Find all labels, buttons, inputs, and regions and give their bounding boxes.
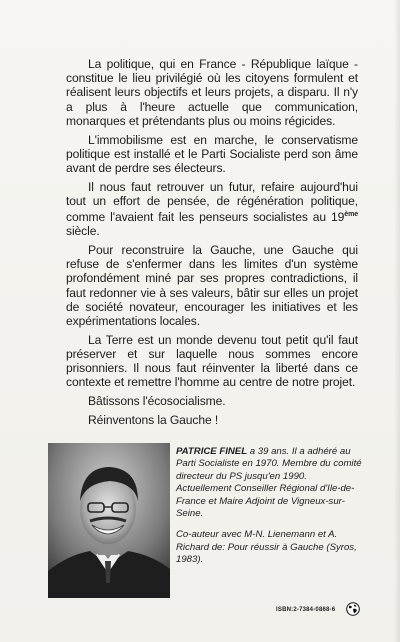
paragraph-futur [66, 180, 358, 239]
isbn-number: ISBN:2-7384-0868-6 [276, 607, 336, 613]
paragraph-immobilisme: L'immobilisme est en marche, le conservatisme politique est installé et le Parti Socialiste perd son âme avant de perdre ses électeurs. [66, 132, 358, 175]
futur-text: Il nous faut retrouver un futur, refaire aujourd'hui tout un effort de pensée, de régénération politique, comme l'avaient fait les penseurs socialistes au 19 [66, 179, 358, 225]
paragraph-ecosocialisme: Bâtissons l'écosocialisme. [88, 393, 226, 408]
bio-paragraph [176, 446, 362, 520]
author-name: PATRICE FINEL [176, 446, 248, 457]
author-photo [48, 443, 170, 598]
coauthor-paragraph: Co-auteur avec M-N. Lienemann et A. Richard de: Pour réussir à Gauche (Syros, 1983). [176, 529, 357, 566]
futur-superscript: ème [344, 211, 358, 219]
paragraph-politique: La politique, qui en France - République laïque - constitue le lieu privilégié où les citoyens formulent et réalisent leurs objectifs et leurs projets, a disparu. Il n'y a plus à l'heure actuelle que communication, monarques et prétendants plus ou moins régicides. [66, 57, 358, 128]
paragraph-gauche: Pour reconstruire la Gauche, une Gauche qui refuse de s'enfermer dans les limites d'un système profondément miné par ses propres contradictions, il faut redonner vie à ses valeurs, bâtir sur elles un projet de société novateur, encourager les initiatives et les expérimentations locales. [66, 242, 358, 328]
paragraph-terre: La Terre est un monde devenu tout petit qu'il faut préserver et sur laquelle nous sommes encore prisonniers. Il nous faut réinventer la liberté dans ce contexte et remettre l'homme au centre de notre projet. [66, 332, 358, 390]
futur-text-end: siècle. [66, 224, 100, 239]
bio-text: a 39 ans. Il a adhéré au Parti Socialiste en 1970. Membre du comité directeur du PS jusqu'en 1990. Actuellement Conseiller Régional d'Ile-de-France et Maire Adjoint de Vigneux-sur-Seine. [176, 446, 362, 520]
paragraph-reinventons: Réinventons la Gauche ! [88, 412, 219, 427]
page-edge-shadow [394, 0, 400, 642]
author-portrait-icon [48, 443, 170, 598]
author-bio [176, 446, 362, 576]
body-text [66, 57, 358, 431]
globe-logo-icon [346, 602, 360, 616]
